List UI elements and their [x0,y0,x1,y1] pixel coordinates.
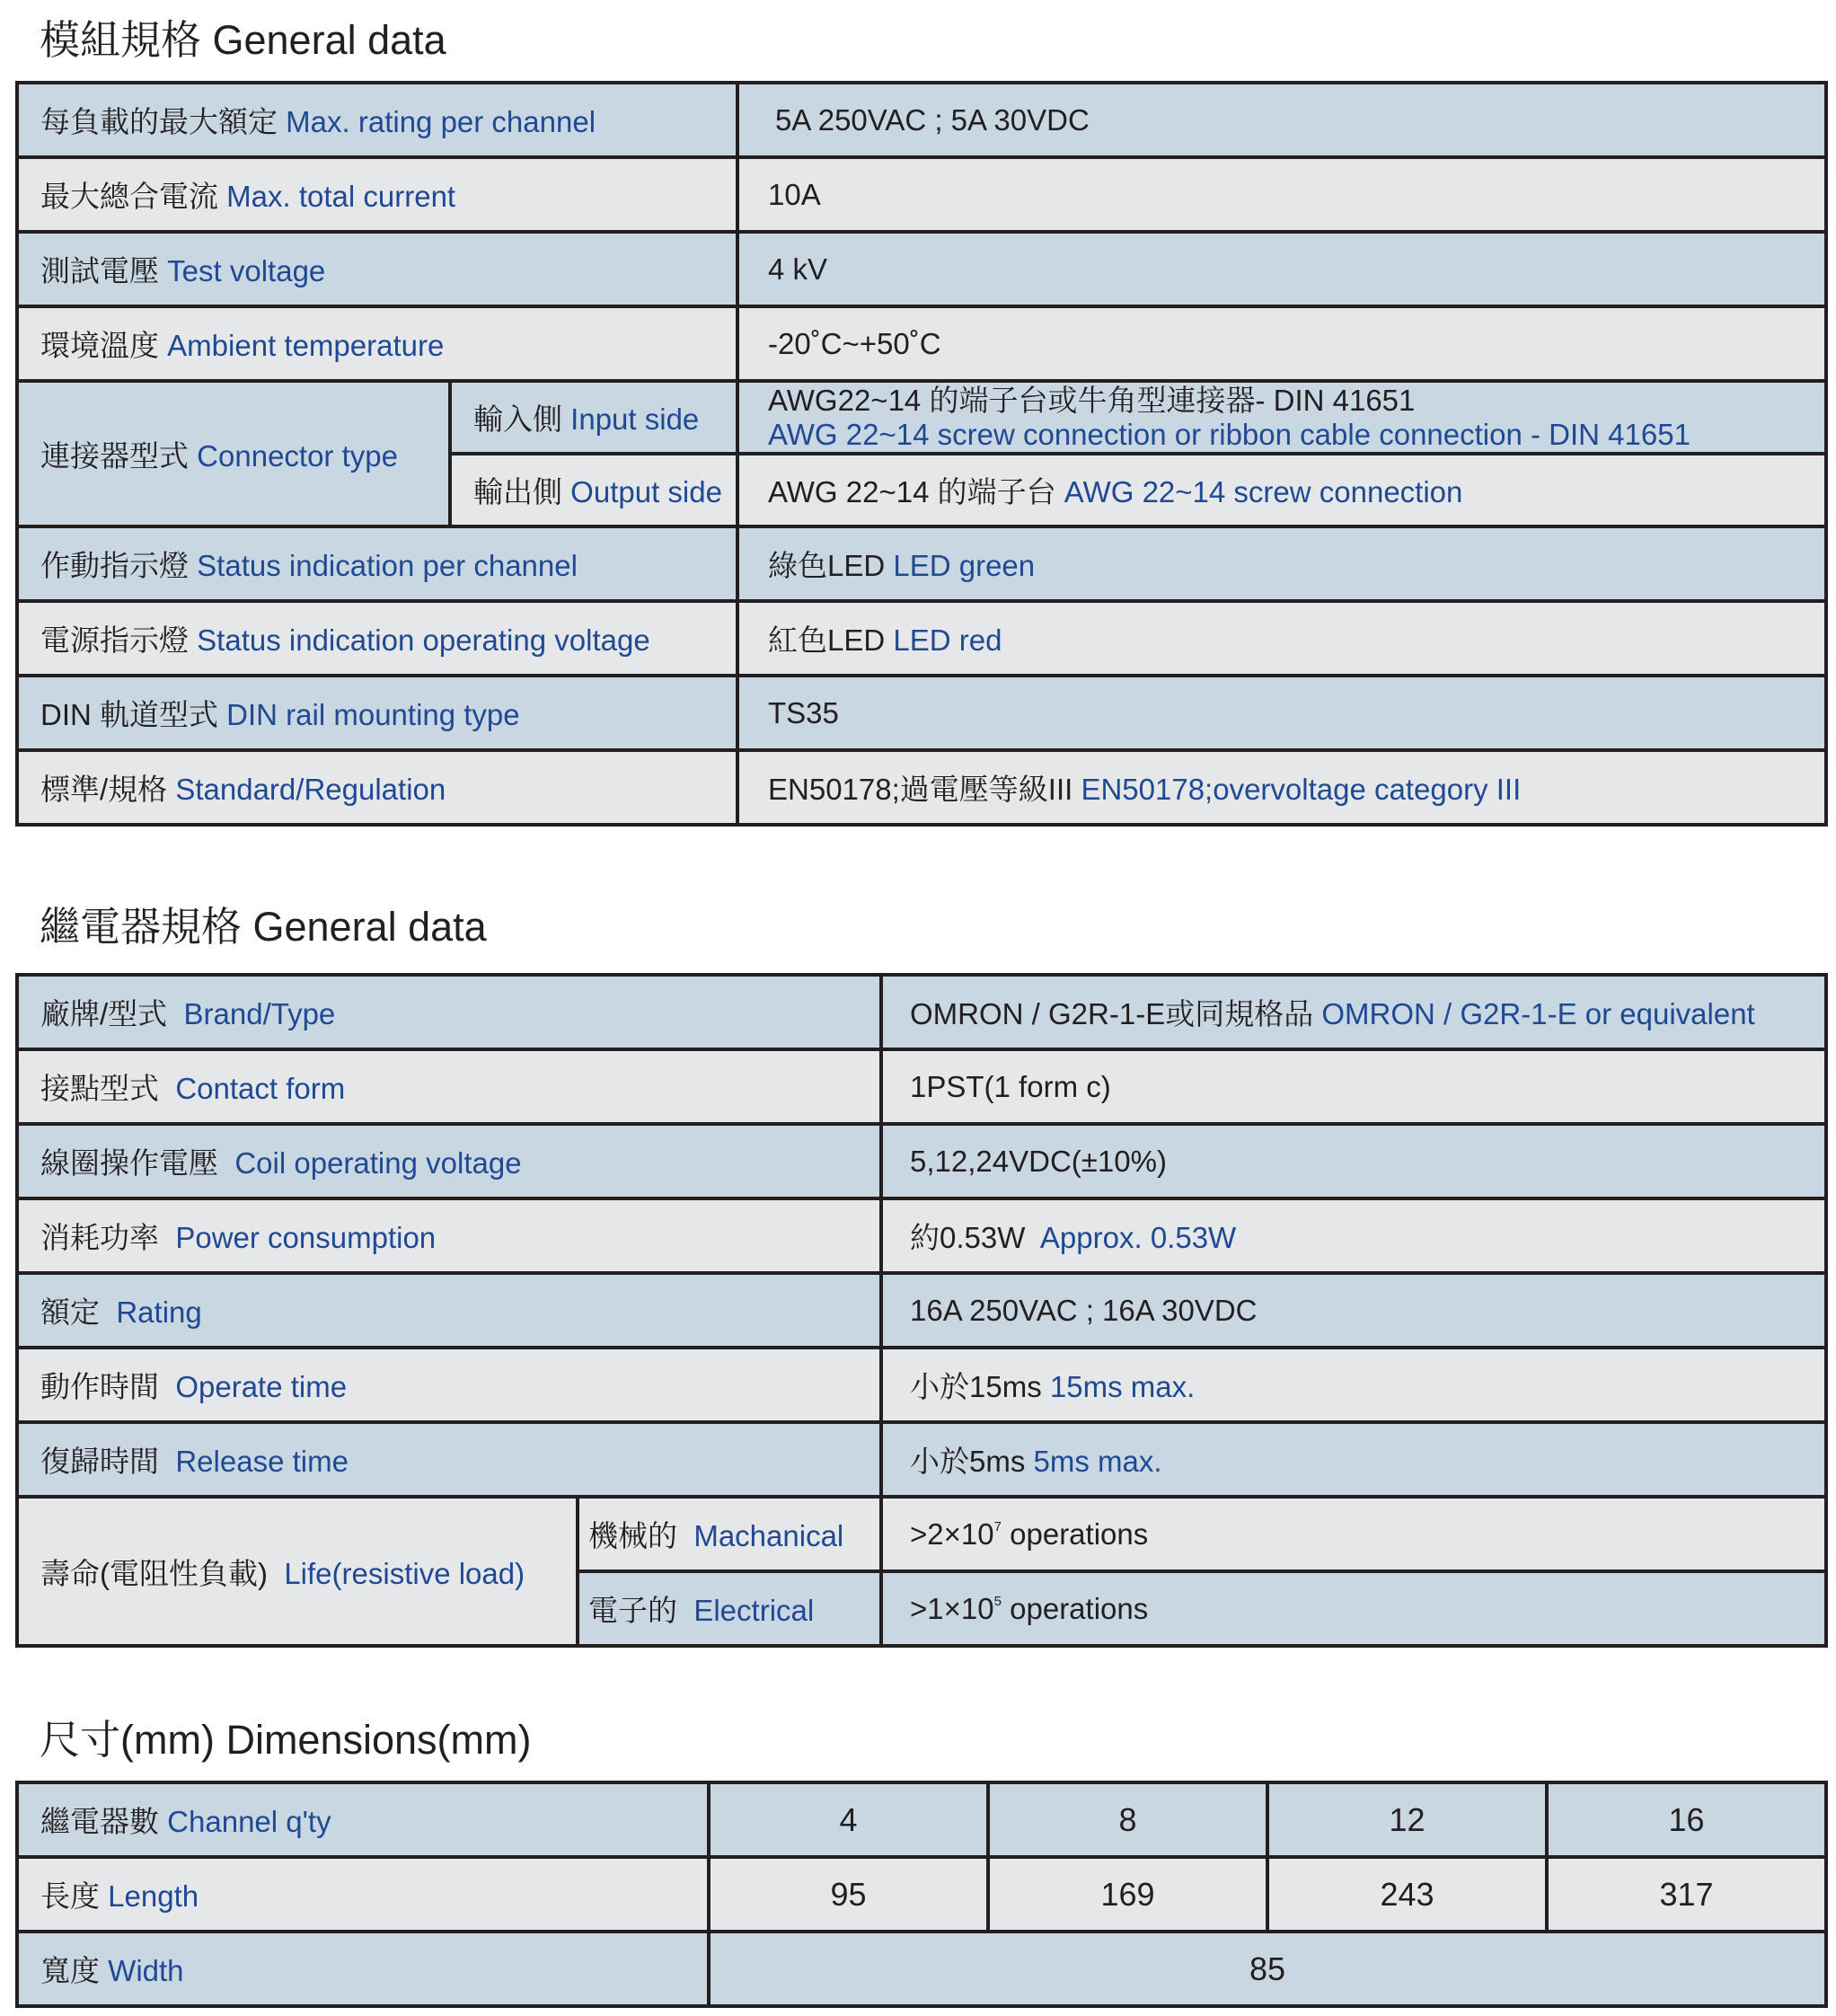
dim-value: 16 [1547,1782,1826,1857]
spec-label: 廠牌/型式 Brand/Type [17,975,881,1049]
spec-label: 每負載的最大額定 Max. rating per channel [17,83,737,157]
spec-value: AWG 22~14 的端子台 AWG 22~14 screw connection [737,454,1826,526]
spec-label: 作動指示燈 Status indication per channel [17,526,737,601]
spec-value: 16A 250VAC ; 16A 30VDC [881,1273,1826,1348]
table-row [17,1198,1826,1273]
dim-value: 85 [709,1932,1826,2006]
dim-value: 243 [1267,1857,1547,1932]
spec-label: 最大總合電流 Max. total current [17,157,737,232]
table-row [17,381,1826,454]
table-row [17,1124,1826,1198]
spec-value: 紅色LED LED red [737,601,1826,676]
spec-label: 額定 Rating [17,1273,881,1348]
relay-spec-table [15,973,1828,1648]
spec-value: OMRON / G2R-1-E或同規格品 OMRON / G2R-1-E or equivalent [881,975,1826,1049]
spec-label: 環境溫度 Ambient temperature [17,306,737,381]
spec-label: 接點型式 Contact form [17,1049,881,1124]
spec-value: 小於15ms 15ms max. [881,1348,1826,1422]
dim-label: 繼電器數 Channel q'ty [17,1782,709,1857]
table-row [17,1422,1826,1497]
spec-value: 綠色LED LED green [737,526,1826,601]
table-row [17,601,1826,676]
spec-label: DIN 軌道型式 DIN rail mounting type [17,676,737,750]
table-row [17,676,1826,750]
spec-label: 壽命(電阻性負載) Life(resistive load) [17,1497,578,1646]
dim-value: 8 [988,1782,1267,1857]
dim-value: 169 [988,1857,1267,1932]
spec-value: 5A 250VAC ; 5A 30VDC [737,83,1826,157]
table-row [17,1932,1826,2006]
dimensions-table [15,1781,1828,2008]
spec-sublabel: 輸出側 Output side [450,454,737,526]
dim-value: 317 [1547,1857,1826,1932]
spec-value: AWG22~14 的端子台或牛角型連接器- DIN 41651 AWG 22~14 screw connection or ribbon cable connection - DIN 41651 [737,381,1826,454]
dim-value: 95 [709,1857,988,1932]
table-row [17,83,1826,157]
spec-sublabel: 輸入側 Input side [450,381,737,454]
module-spec-table [15,81,1828,827]
table-row [17,1049,1826,1124]
spec-label: 電源指示燈 Status indication operating voltage [17,601,737,676]
spec-value: $>1\times 10^5$ operations [881,1571,1826,1646]
dim-value: 4 [709,1782,988,1857]
spec-label: 復歸時間 Release time [17,1422,881,1497]
spec-label: 線圈操作電壓 Coil operating voltage [17,1124,881,1198]
table-row [17,750,1826,825]
dim-label: 寬度 Width [17,1932,709,2006]
dim-value: 12 [1267,1782,1547,1857]
table-row [17,1782,1826,1857]
dim-label: 長度 Length [17,1857,709,1932]
table-row [17,1497,1826,1571]
spec-label: 消耗功率 Power consumption [17,1198,881,1273]
spec-value: 4 kV [737,232,1826,306]
table-row [17,1857,1826,1932]
spec-label: 連接器型式 Connector type [17,381,450,526]
spec-sublabel: 機械的 Machanical [578,1497,881,1571]
table-row [17,1348,1826,1422]
module-section-title: 模組規格 General data [40,17,446,63]
dimensions-section-title: 尺寸(mm) Dimensions(mm) [40,1717,532,1763]
spec-value: 1PST(1 form c) [881,1049,1826,1124]
relay-section-title: 繼電器規格 General data [40,904,487,950]
spec-sublabel: 電子的 Electrical [578,1571,881,1646]
table-row [17,1273,1826,1348]
spec-value: 約0.53W Approx. 0.53W [881,1198,1826,1273]
table-row [17,157,1826,232]
table-row [17,975,1826,1049]
spec-label: 標準/規格 Standard/Regulation [17,750,737,825]
spec-value: 5,12,24VDC(±10%) [881,1124,1826,1198]
spec-label: 動作時間 Operate time [17,1348,881,1422]
table-row [17,526,1826,601]
spec-value: -20˚C~+50˚C [737,306,1826,381]
spec-value: TS35 [737,676,1826,750]
table-row [17,232,1826,306]
spec-value: $>2\times 10^7$ operations [881,1497,1826,1571]
spec-value: 小於5ms 5ms max. [881,1422,1826,1497]
spec-value: EN50178;過電壓等級III EN50178;overvoltage category III [737,750,1826,825]
spec-label: 測試電壓 Test voltage [17,232,737,306]
spec-value: 10A [737,157,1826,232]
table-row [17,306,1826,381]
